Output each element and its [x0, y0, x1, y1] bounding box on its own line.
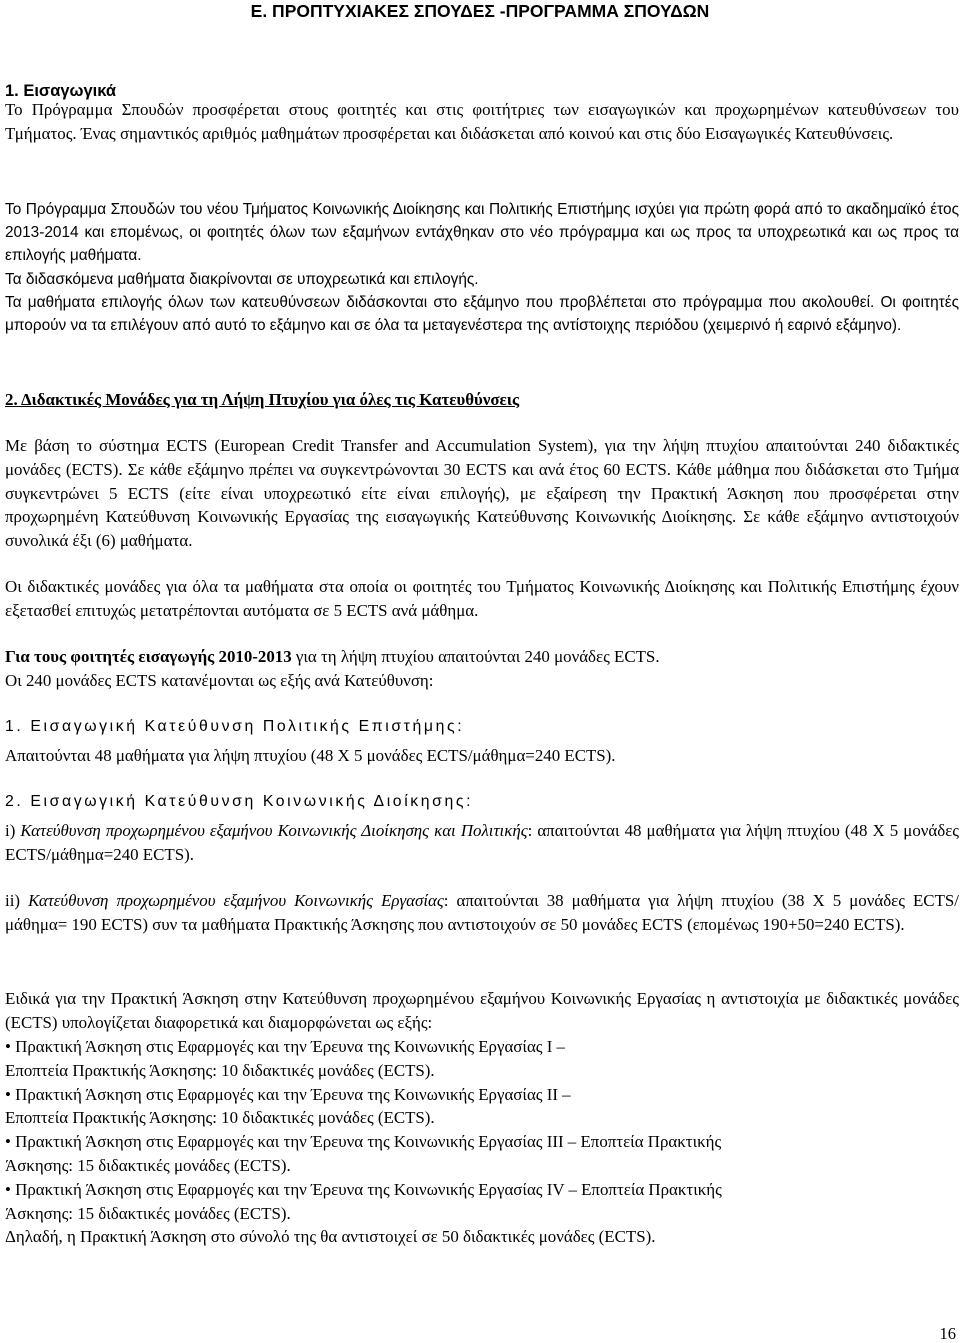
practice-intro-paragraph: Ειδικά για την Πρακτική Άσκηση στην Κατεύθυνση προχωρημένου εξαμήνου Κοινωνικής Εργασίας η αντιστοιχία με διδακτικές μονάδες (ECTS) υπολογίζεται διαφορετικά και διαμορφώνεται ως εξής:	[5, 989, 959, 1032]
track1-text: Απαιτούνται 48 μαθήματα για λήψη πτυχίου (48 Χ 5 μονάδες ECTS/μάθημα=240 ECTS).	[5, 746, 616, 765]
intro-paragraph-4: Τα μαθήματα επιλογής όλων των κατευθύνσεων διδάσκονται στο εξάμηνο που προβλέπεται στο πρόγραμμα που ακολουθεί. Οι φοιτητές μπορούν να τα επιλέγουν από αυτό το εξάμηνο και σε όλα τα μεταγενέστερα της αντίστοιχης περιόδου (χειμερινό ή εαρινό εξάμηνο).	[5, 294, 959, 335]
practice-list	[5, 1035, 959, 1249]
track2-option-i	[5, 819, 959, 867]
cohort-paragraph	[5, 645, 959, 693]
intro-paragraph-2: Το Πρόγραμμα Σπουδών του νέου Τμήματος Κοινωνικής Διοίκησης και Πολιτικής Επιστήμης ισχύει για πρώτη φορά από το ακαδημαϊκό έτος 2013-2014 και επομένως, οι φοιτητές όλων των εξαμήνων εντάχθηκαν στο νέο πρόγραμμα και ως προς τα υποχρεωτικά και ως προς τα επιλογής μαθήματα.	[5, 201, 959, 265]
ects-paragraph: Με βάση το σύστημα ECTS (European Credit Transfer and Accumulation System), για την λήψη πτυχίου απαιτούνται 240 διδακτικές μονάδες (ECTS). Σε κάθε εξάμηνο πρέπει να συγκεντρώνονται 30 ECTS και ανά έτος 60 ECTS. Κάθε μάθημα που διδάσκεται στο Τμήμα συγκεντρώνει 5 ECTS (είτε είναι υποχρεωτικό είτε είναι επιλογής), με εξαίρεση την Πρακτική Άσκηση που προσφέρεται στην προχωρημένη Κατεύθυνση Κοινωνικής Εργασίας της εισαγωγικής Κατεύθυνσης Κοινωνικής Διοίκησης. Σε κάθε εξάμηνο αντιστοιχούν συνολικά έξι (6) μαθήματα.	[5, 436, 959, 551]
track2-heading: 2. Εισαγωγική Κατεύθυνση Κοινωνικής Διοίκησης:	[5, 793, 474, 810]
track2-option-ii-italic: Κατεύθυνση προχωρημένου εξαμήνου Κοινωνικής Εργασίας	[28, 891, 444, 910]
list-item: • Πρακτική Άσκηση στις Εφαρμογές και την Έρευνα της Κοινωνικής Εργασίας Ι – Εποπτεία Πρακτικής Άσκησης: 10 διδακτικές μονάδες (ECTS).	[5, 1037, 566, 1080]
list-item: • Πρακτική Άσκηση στις Εφαρμογές και την Έρευνα της Κοινωνικής Εργασίας IV – Εποπτεία Πρακτικής Άσκησης: 15 διδακτικές μονάδες (ECTS).	[5, 1179, 722, 1223]
document-title: Ε. ΠΡΟΠΤΥΧΙΑΚΕΣ ΣΠΟΥΔΕΣ -ΠΡΟΓΡΑΜΜΑ ΣΠΟΥΔΩΝ	[250, 1, 710, 21]
track2-option-ii-text: : απαιτούνται 38 μαθήματα για λήψη πτυχίου (38 Χ 5 μονάδες ECTS/μάθημα= 190 ECTS) συν τα μαθήματα Πρακτικής Άσκησης που αντιστοιχούν σε 50 μονάδες ECTS (επομένως 190+50=240 ECTS).	[5, 891, 959, 934]
cohort-distribution-text: Οι 240 μονάδες ECTS κατανέμονται ως εξής ανά Κατεύθυνση:	[5, 670, 434, 690]
list-item: • Πρακτική Άσκηση στις Εφαρμογές και την Έρευνα της Κοινωνικής Εργασίας ΙΙΙ – Εποπτεία Πρακτικής Άσκησης: 15 διδακτικές μονάδες (ECTS).	[5, 1132, 722, 1175]
track2-option-i-text: : απαιτούνται 48 μαθήματα για λήψη πτυχίου (48 Χ 5 μονάδες ECTS/μάθημα=240 ECTS).	[5, 821, 960, 864]
list-item: • Πρακτική Άσκηση στις Εφαρμογές και την Έρευνα της Κοινωνικής Εργασίας ΙΙ – Εποπτεία Πρακτικής Άσκησης: 10 διδακτικές μονάδες (ECTS).	[5, 1084, 571, 1128]
practice-summary: Δηλαδή, η Πρακτική Άσκηση στο σύνολό της θα αντιστοιχεί σε 50 διδακτικές μονάδες (ECTS).	[5, 1227, 656, 1247]
cohort-rest-text: για τη λήψη πτυχίου απαιτούνται 240 μονάδες ECTS.	[291, 647, 660, 666]
intro-paragraph-1: Το Πρόγραμμα Σπουδών προσφέρεται στους φοιτητές και στις φοιτήτριες των εισαγωγικών και προχωρημένων κατευθύνσεων του Τμήματος. Ένας σημαντικός αριθμός μαθημάτων προσφέρεται και διδάσκεται από κοινού και στις δύο Εισαγωγικές Κατευθύνσεις.	[5, 100, 959, 143]
page-number: 16	[939, 1324, 956, 1343]
track2-option-i-label: i)	[5, 821, 21, 840]
track1-heading: 1. Εισαγωγική Κατεύθυνση Πολιτικής Επιστήμης:	[5, 718, 465, 735]
cohort-bold-text: Για τους φοιτητές εισαγωγής 2010-2013	[5, 647, 292, 666]
track2-option-i-italic: Κατεύθυνση προχωρημένου εξαμήνου Κοινωνικής Διοίκησης και Πολιτικής	[20, 821, 528, 840]
intro-heading: 1. Εισαγωγικά	[5, 82, 117, 100]
track2-option-ii	[5, 889, 959, 937]
track2-option-ii-label: ii)	[5, 891, 29, 910]
intro-paragraph-3: Τα διδασκόμενα μαθήματα διακρίνονται σε υποχρεωτικά και επιλογής.	[5, 271, 479, 288]
ects-conversion-paragraph: Οι διδακτικές μονάδες για όλα τα μαθήματα στα οποία οι φοιτητές του Τμήματος Κοινωνικής Διοίκησης και Πολιτικής Επιστήμης έχουν εξετασθεί επιτυχώς μετατρέπονται αυτόματα σε 5 ECTS ανά μάθημα.	[5, 577, 959, 620]
section2-heading: 2. Διδακτικές Μονάδες για τη Λήψη Πτυχίου για όλες τις Κατευθύνσεις	[5, 390, 520, 409]
